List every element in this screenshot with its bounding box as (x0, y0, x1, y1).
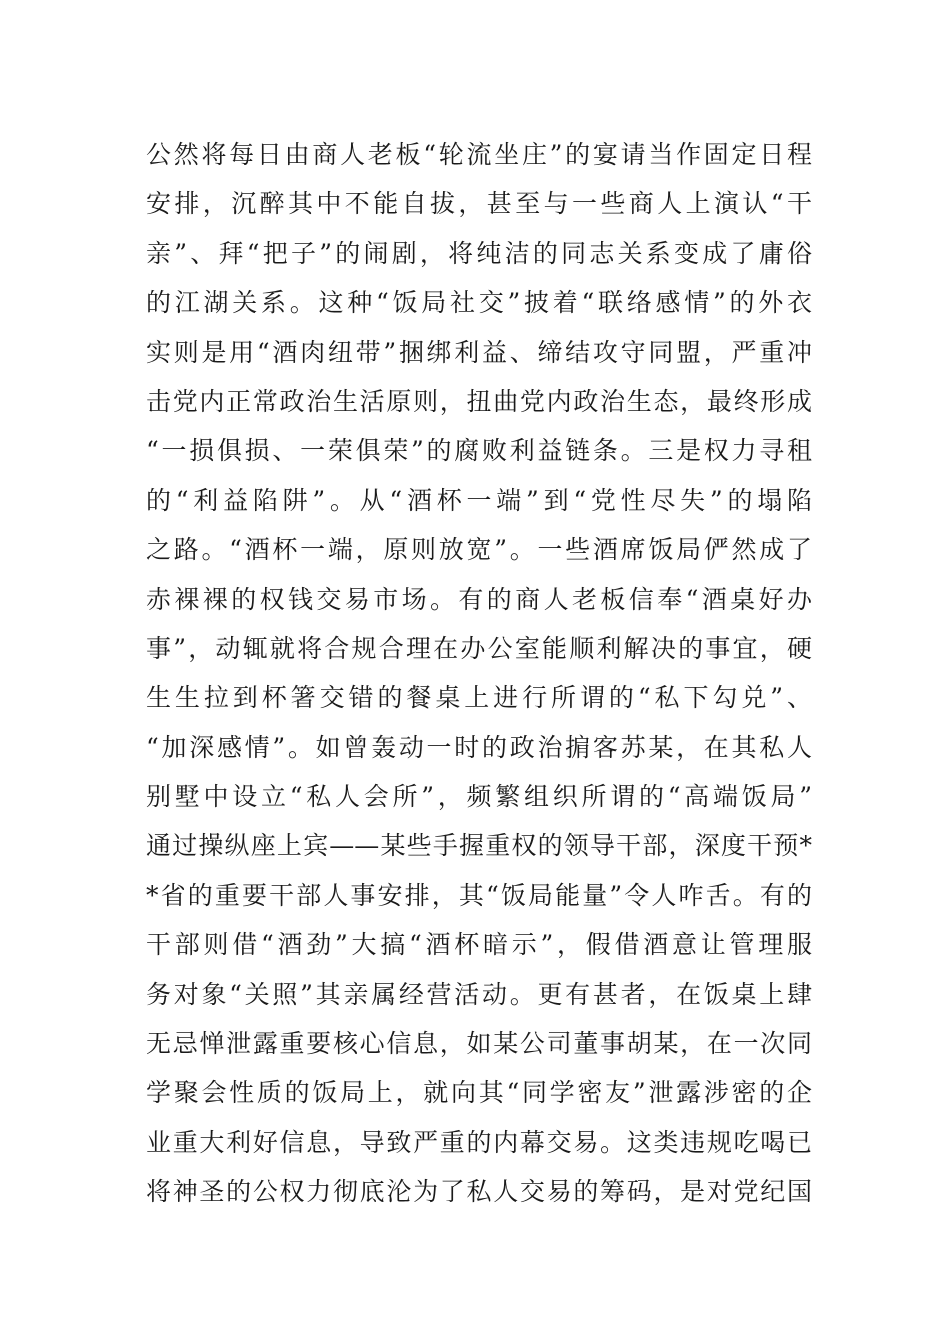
text-line: 生生拉到杯箸交错的餐桌上进行所谓的“私下勾兑”、 (146, 683, 812, 713)
text-line: 学聚会性质的饭局上，就向其“同学密友”泄露涉密的企 (146, 1078, 812, 1108)
text-line: 务对象“关照”其亲属经营活动。更有甚者，在饭桌上肆 (146, 979, 812, 1009)
text-line: 别墅中设立“私人会所”，频繁组织所谓的“高端饭局” (146, 782, 812, 812)
text-line: 的“利益陷阱”。从“酒杯一端”到“党性尽失”的塌陷 (146, 485, 812, 515)
text-line: 干部则借“酒劲”大搞“酒杯暗示”，假借酒意让管理服 (146, 930, 812, 960)
text-line: 实则是用“酒肉纽带”捆绑利益、缔结攻守同盟，严重冲 (146, 337, 812, 367)
text-line: 的江湖关系。这种“饭局社交”披着“联络感情”的外衣 (146, 288, 812, 318)
text-line: 亲”、拜“把子”的闹剧，将纯洁的同志关系变成了庸俗 (146, 238, 812, 268)
text-line: “加深感情”。如曾轰动一时的政治掮客苏某，在其私人 (146, 732, 812, 762)
text-line: *省的重要干部人事安排，其“饭局能量”令人咋舌。有的 (146, 880, 812, 910)
text-line: 将神圣的公权力彻底沦为了私人交易的筹码，是对党纪国 (146, 1177, 812, 1207)
text-line: 业重大利好信息，导致严重的内幕交易。这类违规吃喝已 (146, 1127, 812, 1157)
text-line: “一损俱损、一荣俱荣”的腐败利益链条。三是权力寻租 (146, 436, 812, 466)
text-line: 公然将每日由商人老板“轮流坐庄”的宴请当作固定日程 (146, 140, 812, 169)
text-line: 之路。“酒杯一端，原则放宽”。一些酒席饭局俨然成了 (146, 535, 812, 565)
text-line: 事”，动辄就将合规合理在办公室能顺利解决的事宜，硬 (146, 633, 812, 663)
text-line: 通过操纵座上宾——某些手握重权的领导干部，深度干预* (146, 831, 812, 861)
text-line: 赤裸裸的权钱交易市场。有的商人老板信奉“酒桌好办 (146, 584, 812, 614)
text-line: 无忌惮泄露重要核心信息，如某公司董事胡某，在一次同 (146, 1029, 812, 1059)
text-line: 安排，沉醉其中不能自拔，甚至与一些商人上演认“干 (146, 189, 812, 219)
text-line: 击党内正常政治生活原则，扭曲党内政治生态，最终形成 (146, 386, 812, 416)
body-paragraph (146, 130, 812, 1217)
